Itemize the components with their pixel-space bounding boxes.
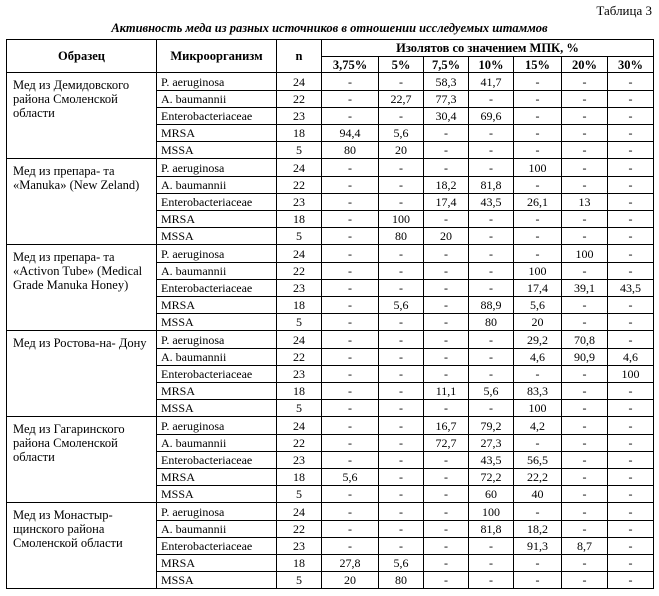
- mic-value-cell: 43,5: [469, 194, 514, 211]
- mic-value-cell: -: [608, 486, 654, 503]
- mic-value-cell: -: [514, 503, 562, 521]
- mic-value-cell: -: [562, 263, 608, 280]
- mic-value-cell: -: [379, 331, 424, 349]
- mic-value-cell: 5,6: [379, 555, 424, 572]
- mic-value-cell: -: [562, 125, 608, 142]
- isolate-count-cell: 23: [277, 366, 322, 383]
- mic-value-cell: -: [379, 452, 424, 469]
- mic-value-cell: -: [469, 572, 514, 589]
- mic-value-cell: -: [514, 73, 562, 91]
- mic-value-cell: -: [322, 108, 379, 125]
- mic-value-cell: 43,5: [469, 452, 514, 469]
- header-microorganism: Микроорганизм: [157, 40, 277, 73]
- mic-value-cell: -: [379, 521, 424, 538]
- microorganism-cell: A. baumannii: [157, 177, 277, 194]
- mic-activity-table: [6, 39, 654, 589]
- mic-value-cell: -: [562, 417, 608, 435]
- mic-value-cell: -: [469, 91, 514, 108]
- mic-value-cell: 18,2: [514, 521, 562, 538]
- mic-value-cell: -: [608, 383, 654, 400]
- mic-value-cell: 5,6: [469, 383, 514, 400]
- table-row: [7, 245, 654, 263]
- mic-value-cell: -: [424, 280, 469, 297]
- isolate-count-cell: 24: [277, 159, 322, 177]
- mic-value-cell: -: [608, 435, 654, 452]
- isolate-count-cell: 22: [277, 521, 322, 538]
- mic-value-cell: 77,3: [424, 91, 469, 108]
- mic-value-cell: -: [469, 245, 514, 263]
- isolate-count-cell: 18: [277, 383, 322, 400]
- mic-value-cell: -: [424, 142, 469, 159]
- isolate-count-cell: 22: [277, 349, 322, 366]
- mic-value-cell: -: [424, 125, 469, 142]
- mic-value-cell: -: [562, 486, 608, 503]
- mic-value-cell: -: [608, 503, 654, 521]
- mic-value-cell: 22,2: [514, 469, 562, 486]
- mic-value-cell: -: [322, 503, 379, 521]
- mic-value-cell: -: [608, 331, 654, 349]
- mic-value-cell: 5,6: [322, 469, 379, 486]
- mic-value-cell: -: [379, 245, 424, 263]
- mic-value-cell: 20: [514, 314, 562, 331]
- mic-value-cell: -: [322, 314, 379, 331]
- mic-value-cell: -: [608, 245, 654, 263]
- table-row: [7, 159, 654, 177]
- mic-value-cell: -: [469, 331, 514, 349]
- microorganism-cell: P. aeruginosa: [157, 417, 277, 435]
- isolate-count-cell: 18: [277, 297, 322, 314]
- mic-value-cell: -: [469, 142, 514, 159]
- mic-value-cell: -: [562, 435, 608, 452]
- microorganism-cell: P. aeruginosa: [157, 331, 277, 349]
- mic-value-cell: -: [424, 331, 469, 349]
- microorganism-cell: P. aeruginosa: [157, 159, 277, 177]
- mic-value-cell: -: [514, 228, 562, 245]
- mic-value-cell: -: [562, 211, 608, 228]
- mic-value-cell: 11,1: [424, 383, 469, 400]
- mic-value-cell: 20: [322, 572, 379, 589]
- isolate-count-cell: 23: [277, 108, 322, 125]
- mic-value-cell: 27,8: [322, 555, 379, 572]
- mic-value-cell: -: [379, 159, 424, 177]
- microorganism-cell: P. aeruginosa: [157, 503, 277, 521]
- mic-value-cell: 80: [322, 142, 379, 159]
- mic-value-cell: 100: [514, 159, 562, 177]
- mic-value-cell: -: [514, 245, 562, 263]
- mic-value-cell: -: [379, 503, 424, 521]
- mic-value-cell: -: [322, 538, 379, 555]
- mic-value-cell: 91,3: [514, 538, 562, 555]
- mic-value-cell: -: [469, 159, 514, 177]
- microorganism-cell: MRSA: [157, 469, 277, 486]
- microorganism-cell: MSSA: [157, 486, 277, 503]
- mic-value-cell: 90,9: [562, 349, 608, 366]
- table-row: [7, 417, 654, 435]
- microorganism-cell: MSSA: [157, 228, 277, 245]
- microorganism-cell: Enterobacteriaceae: [157, 366, 277, 383]
- isolate-count-cell: 24: [277, 73, 322, 91]
- mic-value-cell: 17,4: [514, 280, 562, 297]
- microorganism-cell: MRSA: [157, 383, 277, 400]
- sample-name-cell: Мед из Демидовского района Смоленской области: [7, 73, 157, 159]
- header-mic-level: 20%: [562, 57, 608, 73]
- mic-value-cell: 100: [514, 263, 562, 280]
- header-mic-level: 10%: [469, 57, 514, 73]
- mic-value-cell: -: [379, 383, 424, 400]
- mic-value-cell: -: [562, 177, 608, 194]
- mic-value-cell: -: [608, 73, 654, 91]
- mic-value-cell: -: [608, 159, 654, 177]
- mic-value-cell: -: [379, 417, 424, 435]
- mic-value-cell: -: [562, 452, 608, 469]
- mic-value-cell: 5,6: [379, 125, 424, 142]
- mic-value-cell: 88,9: [469, 297, 514, 314]
- microorganism-cell: MSSA: [157, 142, 277, 159]
- mic-value-cell: 58,3: [424, 73, 469, 91]
- mic-value-cell: -: [424, 159, 469, 177]
- mic-value-cell: -: [379, 263, 424, 280]
- mic-value-cell: -: [608, 91, 654, 108]
- mic-value-cell: 100: [514, 400, 562, 417]
- mic-value-cell: -: [608, 297, 654, 314]
- header-n: n: [277, 40, 322, 73]
- mic-value-cell: -: [379, 194, 424, 211]
- mic-value-cell: -: [562, 555, 608, 572]
- microorganism-cell: Enterobacteriaceae: [157, 538, 277, 555]
- mic-value-cell: -: [379, 280, 424, 297]
- mic-value-cell: -: [322, 521, 379, 538]
- mic-value-cell: 18,2: [424, 177, 469, 194]
- mic-value-cell: -: [424, 211, 469, 228]
- mic-value-cell: -: [424, 297, 469, 314]
- mic-value-cell: -: [379, 108, 424, 125]
- table-caption: Активность меда из разных источников в отношении исследуемых штаммов: [111, 21, 548, 35]
- mic-value-cell: 72,7: [424, 435, 469, 452]
- isolate-count-cell: 5: [277, 572, 322, 589]
- microorganism-cell: Enterobacteriaceae: [157, 194, 277, 211]
- microorganism-cell: MRSA: [157, 297, 277, 314]
- mic-value-cell: -: [514, 572, 562, 589]
- mic-value-cell: -: [322, 486, 379, 503]
- isolate-count-cell: 5: [277, 486, 322, 503]
- mic-value-cell: -: [562, 159, 608, 177]
- mic-value-cell: -: [562, 521, 608, 538]
- table-body: [7, 73, 654, 589]
- mic-value-cell: -: [424, 245, 469, 263]
- mic-value-cell: -: [562, 572, 608, 589]
- microorganism-cell: P. aeruginosa: [157, 73, 277, 91]
- microorganism-cell: MSSA: [157, 572, 277, 589]
- mic-value-cell: -: [514, 435, 562, 452]
- mic-value-cell: -: [469, 349, 514, 366]
- mic-value-cell: 80: [379, 572, 424, 589]
- mic-value-cell: -: [322, 91, 379, 108]
- mic-value-cell: 100: [469, 503, 514, 521]
- mic-value-cell: -: [379, 314, 424, 331]
- mic-value-cell: -: [322, 73, 379, 91]
- mic-value-cell: -: [562, 383, 608, 400]
- mic-value-cell: 39,1: [562, 280, 608, 297]
- mic-value-cell: 30,4: [424, 108, 469, 125]
- microorganism-cell: MRSA: [157, 211, 277, 228]
- mic-value-cell: -: [562, 73, 608, 91]
- mic-value-cell: 72,2: [469, 469, 514, 486]
- mic-value-cell: 69,6: [469, 108, 514, 125]
- mic-value-cell: -: [608, 211, 654, 228]
- microorganism-cell: A. baumannii: [157, 91, 277, 108]
- isolate-count-cell: 18: [277, 125, 322, 142]
- mic-value-cell: -: [424, 555, 469, 572]
- mic-value-cell: 20: [424, 228, 469, 245]
- mic-value-cell: -: [562, 400, 608, 417]
- mic-value-cell: 80: [379, 228, 424, 245]
- mic-value-cell: -: [608, 572, 654, 589]
- mic-value-cell: -: [322, 366, 379, 383]
- mic-value-cell: 83,3: [514, 383, 562, 400]
- mic-value-cell: -: [608, 108, 654, 125]
- mic-value-cell: -: [322, 177, 379, 194]
- mic-value-cell: -: [469, 555, 514, 572]
- mic-value-cell: -: [608, 417, 654, 435]
- mic-value-cell: -: [514, 91, 562, 108]
- mic-value-cell: -: [322, 245, 379, 263]
- mic-value-cell: -: [322, 349, 379, 366]
- header-sample: Образец: [7, 40, 157, 73]
- table-number-label: Таблица 3: [596, 3, 652, 18]
- microorganism-cell: A. baumannii: [157, 521, 277, 538]
- mic-value-cell: 56,5: [514, 452, 562, 469]
- isolate-count-cell: 24: [277, 503, 322, 521]
- mic-value-cell: 26,1: [514, 194, 562, 211]
- mic-value-cell: -: [514, 555, 562, 572]
- sample-name-cell: Мед из Ростова-на- Дону: [7, 331, 157, 417]
- isolate-count-cell: 23: [277, 280, 322, 297]
- mic-value-cell: -: [424, 572, 469, 589]
- mic-value-cell: 100: [379, 211, 424, 228]
- mic-value-cell: -: [608, 538, 654, 555]
- mic-value-cell: -: [379, 486, 424, 503]
- microorganism-cell: A. baumannii: [157, 435, 277, 452]
- mic-value-cell: -: [608, 194, 654, 211]
- mic-value-cell: -: [322, 383, 379, 400]
- header-mic-group: Изолятов со значением МПК, %: [322, 40, 654, 57]
- mic-value-cell: 5,6: [379, 297, 424, 314]
- table-row: [7, 503, 654, 521]
- mic-value-cell: -: [322, 280, 379, 297]
- mic-value-cell: -: [562, 142, 608, 159]
- mic-value-cell: -: [322, 211, 379, 228]
- mic-value-cell: -: [424, 452, 469, 469]
- mic-value-cell: -: [322, 400, 379, 417]
- mic-value-cell: 60: [469, 486, 514, 503]
- mic-value-cell: 4,6: [608, 349, 654, 366]
- mic-value-cell: -: [424, 521, 469, 538]
- mic-value-cell: 4,2: [514, 417, 562, 435]
- mic-value-cell: -: [379, 469, 424, 486]
- sample-name-cell: Мед из препара- та «Manuka» (New Zeland): [7, 159, 157, 245]
- microorganism-cell: MSSA: [157, 314, 277, 331]
- mic-value-cell: -: [469, 263, 514, 280]
- microorganism-cell: Enterobacteriaceae: [157, 452, 277, 469]
- mic-value-cell: -: [469, 125, 514, 142]
- mic-value-cell: -: [379, 73, 424, 91]
- isolate-count-cell: 22: [277, 263, 322, 280]
- isolate-count-cell: 22: [277, 435, 322, 452]
- header-mic-level: 30%: [608, 57, 654, 73]
- microorganism-cell: MSSA: [157, 400, 277, 417]
- mic-value-cell: -: [322, 452, 379, 469]
- mic-value-cell: 20: [379, 142, 424, 159]
- mic-value-cell: -: [514, 177, 562, 194]
- mic-value-cell: 27,3: [469, 435, 514, 452]
- mic-value-cell: -: [322, 228, 379, 245]
- mic-value-cell: -: [469, 280, 514, 297]
- mic-value-cell: -: [608, 263, 654, 280]
- isolate-count-cell: 5: [277, 228, 322, 245]
- mic-value-cell: -: [562, 297, 608, 314]
- mic-value-cell: -: [424, 366, 469, 383]
- isolate-count-cell: 24: [277, 245, 322, 263]
- mic-value-cell: -: [424, 400, 469, 417]
- header-mic-level: 5%: [379, 57, 424, 73]
- mic-value-cell: -: [424, 538, 469, 555]
- isolate-count-cell: 22: [277, 91, 322, 108]
- mic-value-cell: -: [379, 366, 424, 383]
- mic-value-cell: 100: [608, 366, 654, 383]
- isolate-count-cell: 23: [277, 194, 322, 211]
- mic-value-cell: -: [608, 177, 654, 194]
- mic-value-cell: -: [608, 555, 654, 572]
- mic-value-cell: -: [322, 435, 379, 452]
- mic-value-cell: -: [562, 503, 608, 521]
- header-mic-level: 15%: [514, 57, 562, 73]
- mic-value-cell: -: [608, 142, 654, 159]
- mic-value-cell: -: [424, 263, 469, 280]
- mic-value-cell: -: [514, 366, 562, 383]
- mic-value-cell: -: [424, 503, 469, 521]
- mic-value-cell: -: [379, 435, 424, 452]
- mic-value-cell: 16,7: [424, 417, 469, 435]
- mic-value-cell: -: [469, 400, 514, 417]
- mic-value-cell: 5,6: [514, 297, 562, 314]
- mic-value-cell: -: [562, 469, 608, 486]
- mic-value-cell: -: [469, 228, 514, 245]
- isolate-count-cell: 22: [277, 177, 322, 194]
- mic-value-cell: -: [322, 159, 379, 177]
- mic-value-cell: -: [322, 263, 379, 280]
- mic-value-cell: 81,8: [469, 177, 514, 194]
- mic-value-cell: 81,8: [469, 521, 514, 538]
- mic-value-cell: -: [379, 349, 424, 366]
- mic-value-cell: -: [322, 417, 379, 435]
- isolate-count-cell: 24: [277, 331, 322, 349]
- table-row: [7, 73, 654, 91]
- mic-value-cell: -: [379, 400, 424, 417]
- mic-value-cell: 79,2: [469, 417, 514, 435]
- mic-value-cell: 29,2: [514, 331, 562, 349]
- mic-value-cell: -: [322, 194, 379, 211]
- microorganism-cell: MRSA: [157, 125, 277, 142]
- sample-name-cell: Мед из Гагаринского района Смоленской области: [7, 417, 157, 503]
- mic-value-cell: -: [608, 521, 654, 538]
- mic-value-cell: -: [469, 211, 514, 228]
- header-mic-level: 3,75%: [322, 57, 379, 73]
- mic-value-cell: 41,7: [469, 73, 514, 91]
- mic-value-cell: -: [562, 366, 608, 383]
- mic-value-cell: 4,6: [514, 349, 562, 366]
- isolate-count-cell: 24: [277, 417, 322, 435]
- mic-value-cell: -: [379, 177, 424, 194]
- mic-value-cell: 80: [469, 314, 514, 331]
- mic-value-cell: -: [608, 469, 654, 486]
- mic-value-cell: -: [379, 538, 424, 555]
- isolate-count-cell: 5: [277, 400, 322, 417]
- mic-value-cell: -: [514, 211, 562, 228]
- mic-value-cell: -: [424, 349, 469, 366]
- sample-name-cell: Мед из Монастыр- щинского района Смоленской области: [7, 503, 157, 589]
- mic-value-cell: 13: [562, 194, 608, 211]
- microorganism-cell: A. baumannii: [157, 349, 277, 366]
- mic-value-cell: -: [322, 297, 379, 314]
- mic-value-cell: -: [562, 228, 608, 245]
- mic-value-cell: 22,7: [379, 91, 424, 108]
- mic-value-cell: -: [608, 125, 654, 142]
- mic-value-cell: 40: [514, 486, 562, 503]
- mic-value-cell: -: [322, 331, 379, 349]
- header-mic-level: 7,5%: [424, 57, 469, 73]
- isolate-count-cell: 18: [277, 211, 322, 228]
- isolate-count-cell: 5: [277, 314, 322, 331]
- isolate-count-cell: 23: [277, 538, 322, 555]
- mic-value-cell: 70,8: [562, 331, 608, 349]
- mic-value-cell: -: [424, 469, 469, 486]
- mic-value-cell: 94,4: [322, 125, 379, 142]
- mic-value-cell: -: [608, 314, 654, 331]
- mic-value-cell: -: [608, 452, 654, 469]
- mic-value-cell: -: [562, 314, 608, 331]
- mic-value-cell: -: [562, 108, 608, 125]
- isolate-count-cell: 18: [277, 469, 322, 486]
- microorganism-cell: Enterobacteriaceae: [157, 280, 277, 297]
- mic-value-cell: -: [514, 108, 562, 125]
- mic-value-cell: -: [608, 400, 654, 417]
- table-row: [7, 331, 654, 349]
- mic-value-cell: -: [469, 538, 514, 555]
- sample-name-cell: Мед из препара- та «Activon Tube» (Medical Grade Manuka Honey): [7, 245, 157, 331]
- mic-value-cell: -: [469, 366, 514, 383]
- mic-value-cell: -: [562, 91, 608, 108]
- mic-value-cell: -: [424, 314, 469, 331]
- isolate-count-cell: 18: [277, 555, 322, 572]
- mic-value-cell: -: [424, 486, 469, 503]
- mic-value-cell: 100: [562, 245, 608, 263]
- microorganism-cell: Enterobacteriaceae: [157, 108, 277, 125]
- microorganism-cell: P. aeruginosa: [157, 245, 277, 263]
- mic-value-cell: -: [514, 125, 562, 142]
- mic-value-cell: -: [608, 228, 654, 245]
- microorganism-cell: A. baumannii: [157, 263, 277, 280]
- mic-value-cell: -: [514, 142, 562, 159]
- mic-value-cell: 8,7: [562, 538, 608, 555]
- mic-value-cell: 43,5: [608, 280, 654, 297]
- isolate-count-cell: 23: [277, 452, 322, 469]
- mic-value-cell: 17,4: [424, 194, 469, 211]
- isolate-count-cell: 5: [277, 142, 322, 159]
- microorganism-cell: MRSA: [157, 555, 277, 572]
